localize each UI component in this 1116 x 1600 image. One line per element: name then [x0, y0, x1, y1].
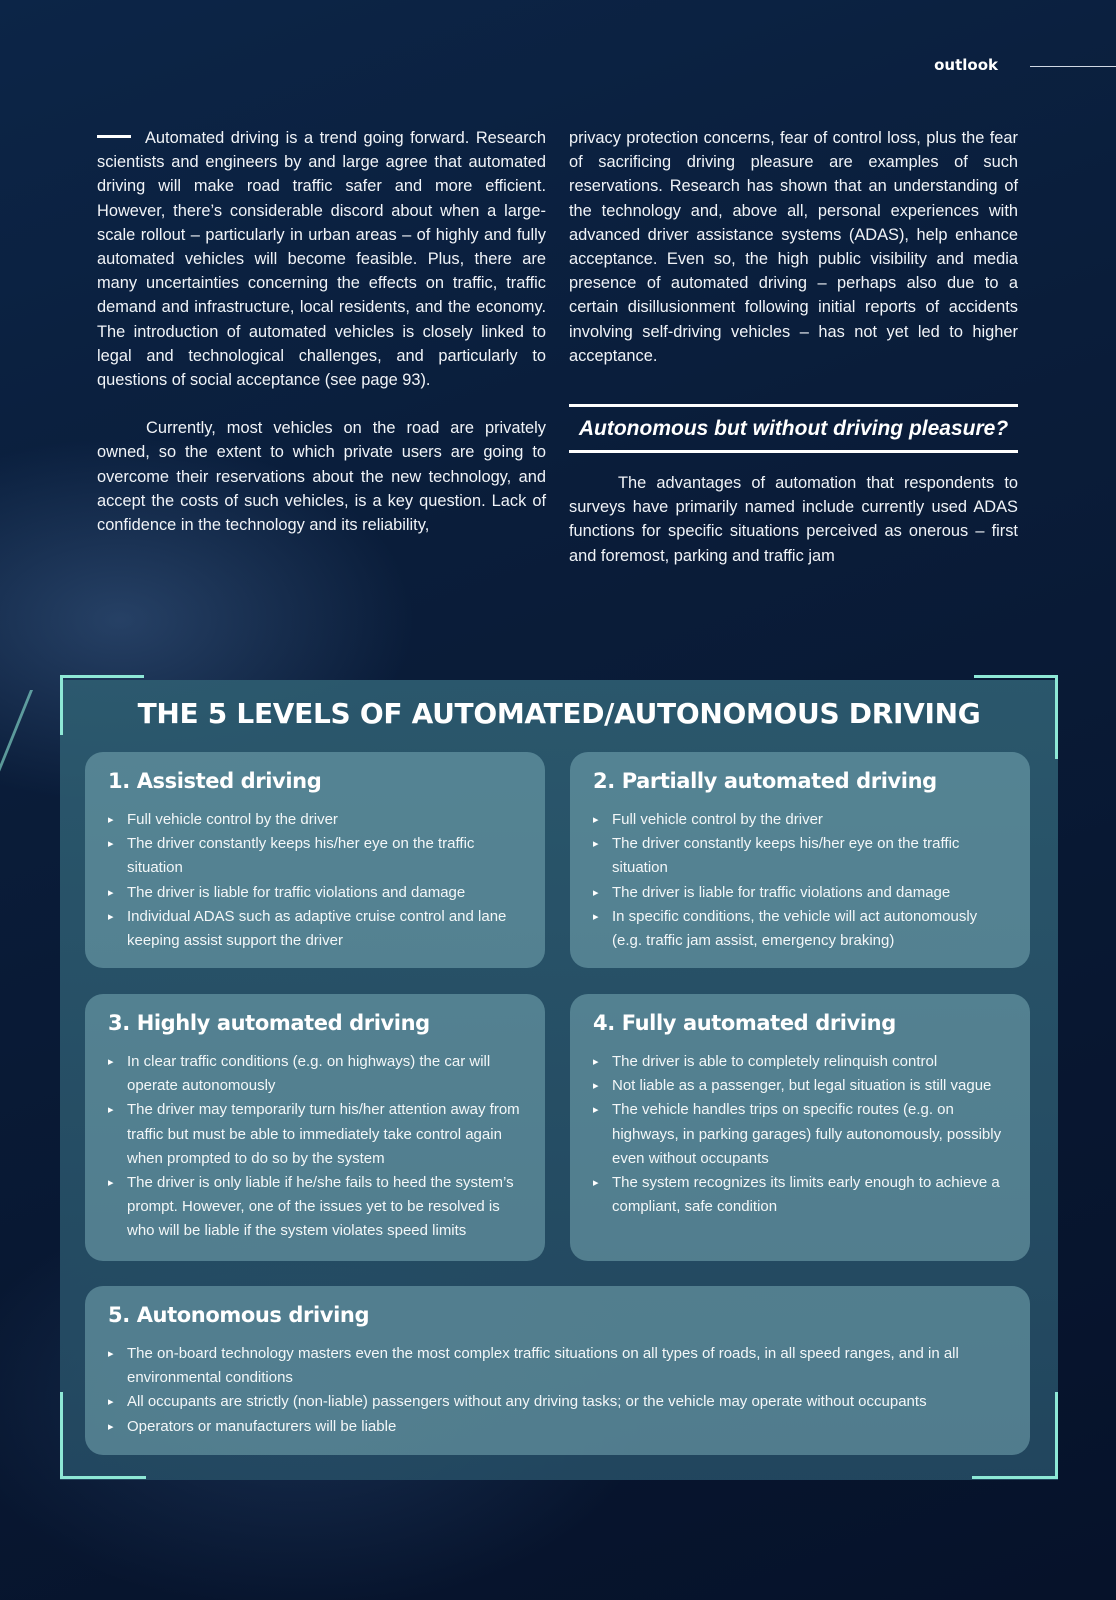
corner-accent [60, 1392, 63, 1478]
list-item: ▸ Full vehicle control by the driver [593, 808, 1008, 832]
list-item: ▸ Full vehicle control by the driver [108, 808, 523, 832]
section-label: outlook [934, 56, 998, 74]
corner-accent [60, 675, 144, 678]
corner-accent [974, 675, 1058, 678]
list-item: ▸ In specific conditions, the vehicle will act autonomously (e.g. traffic jam assist, emergency braking) [593, 905, 1008, 953]
list-item: ▸ The on-board technology masters even the most complex traffic situations on all types of roads, in all speed ranges, and in all environmental conditions [108, 1342, 1008, 1390]
text-column-left [97, 126, 546, 537]
level-card-1 [85, 752, 545, 968]
list-item: ▸ The driver is liable for traffic violations and damage [593, 881, 1008, 905]
list-item: ▸ The driver is able to completely relinquish control [593, 1050, 1008, 1074]
level-card-5 [85, 1286, 1030, 1455]
list-item: ▸ The driver constantly keeps his/her eye on the traffic situation [108, 832, 523, 880]
subheading: Autonomous but without driving pleasure? [569, 404, 1018, 453]
list-item: ▸ Individual ADAS such as adaptive cruise control and lane keeping assist support the driver [108, 905, 523, 953]
list-item: ▸ The driver constantly keeps his/her eye on the traffic situation [593, 832, 1008, 880]
list-item: ▸ In clear traffic conditions (e.g. on highways) the car will operate autonomously [108, 1050, 523, 1098]
list-item: ▸ The driver may temporarily turn his/her attention away from traffic but must be able to immediately take control again when prompted to do so by the system [108, 1098, 523, 1171]
corner-accent [972, 1476, 1058, 1479]
list-item: ▸ The system recognizes its limits early enough to achieve a compliant, safe condition [593, 1171, 1008, 1219]
list-item: ▸ Not liable as a passenger, but legal situation is still vague [593, 1074, 1008, 1098]
paragraph-ownership: Currently, most vehicles on the road are privately owned, so the extent to which private users are going to overcome their reservations about the new technology, and accept the costs of such vehicles, is a key question. Lack of confidence in the technology and its reliability, [97, 419, 546, 535]
list-item: ▸ The driver is liable for traffic violations and damage [108, 881, 523, 905]
levels-title: THE 5 LEVELS OF AUTOMATED/AUTONOMOUS DRIVING [137, 697, 981, 730]
paragraph-intro-text: Automated driving is a trend going forward. Research scientists and engineers by and large agree that automated driving will make road traffic safer and more efficient. However, there’s considerable discord about when a large-scale rollout – particularly in urban areas – of highly and fully automated vehicles will become feasible. Plus, there are many uncertainties concerning the effects on traffic, traffic demand and infrastructure, local residents, and the economy. The introduction of automated vehicles is closely linked to legal and technological challenges, and particularly to questions of social acceptance (see page 93). [97, 129, 546, 390]
text-column-right [569, 126, 1018, 568]
list-item: ▸ The driver is only liable if he/she fails to heed the system’s prompt. However, one of the issues yet to be resolved is who will be liable if the system violates speed limits [108, 1171, 523, 1244]
level-card-title: 4. Fully automated driving [593, 1011, 896, 1035]
level-card-title: 1. Assisted driving [108, 769, 322, 793]
dash-marker [97, 135, 131, 138]
paragraph-advantages: The advantages of automation that respondents to surveys have primarily named include currently used ADAS functions for specific situations perceived as onerous – first and foremost, parking and traffic jam [569, 474, 1018, 565]
decorative-glow-line [0, 690, 33, 840]
corner-accent [60, 1476, 146, 1479]
level-card-4 [570, 994, 1030, 1261]
level-card-list [108, 1342, 1008, 1439]
level-card-3 [85, 994, 545, 1261]
paragraph-intro [97, 126, 546, 392]
paragraph-reservations: privacy protection concerns, fear of control loss, plus the fear of sacrificing driving pleasure are examples of such reservations. Research has shown that an understanding of the technology and, above all, personal experiences with advanced driver assistance systems (ADAS), help enhance acceptance. Even so, the high public visibility and media presence of automated driving – perhaps also due to a certain disillusionment following initial reports of accidents involving self-driving vehicles – has not yet led to higher acceptance. [569, 129, 1018, 365]
header-rule [1030, 66, 1116, 67]
level-card-title: 3. Highly automated driving [108, 1011, 430, 1035]
corner-accent [1055, 1392, 1058, 1478]
level-card-title: 2. Partially automated driving [593, 769, 937, 793]
level-card-title: 5. Autonomous driving [108, 1303, 370, 1327]
level-card-2 [570, 752, 1030, 968]
level-card-list [108, 808, 523, 953]
list-item: ▸ All occupants are strictly (non-liable) passengers without any driving tasks; or the vehicle may operate without occupants [108, 1390, 1008, 1414]
level-card-list [593, 1050, 1008, 1219]
level-card-list [593, 808, 1008, 953]
list-item: ▸ Operators or manufacturers will be liable [108, 1415, 1008, 1439]
list-item: ▸ The vehicle handles trips on specific routes (e.g. on highways, in parking garages) fully autonomously, possibly even without occupants [593, 1098, 1008, 1171]
level-card-list [108, 1050, 523, 1244]
